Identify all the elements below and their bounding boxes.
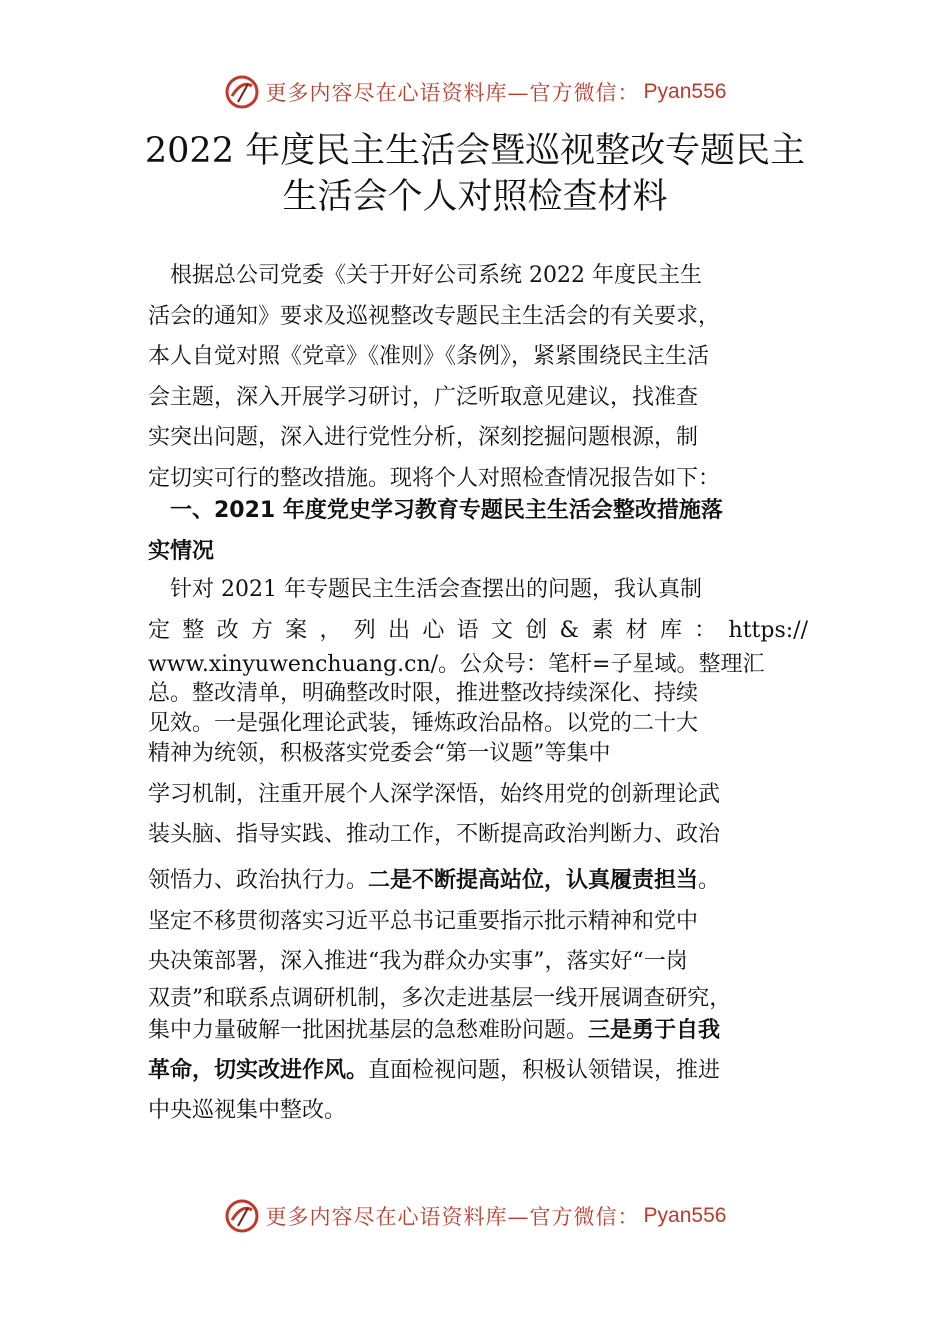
body-text: 集中力量破解一批困扰基层的急愁难盼问题。 [148,1017,589,1043]
body-line [148,1015,808,1051]
body-line: 见效。一是强化理论武装，锤炼政治品格。以党的二十大 [148,711,699,736]
body-line: 中央巡视集中整改。 [148,1098,347,1123]
footer-banner [0,1196,950,1236]
body-line: 定整改方案，列出心语文创&素材库：https:// [148,617,808,643]
intro-line: 活会的通知》要求及巡视整改专题民主生活会的有关要求， [148,303,721,329]
body-text: 。 [698,868,721,893]
title-line-2: 生活会个人对照检查材料 [282,177,668,217]
body-line: 双责”和联系点调研机制，多次走进基层一线开展调查研究， [148,985,732,1011]
banner-wechat-id: Pyan556 [643,1204,727,1227]
intro-line: 定切实可行的整改措施。现将个人对照检查情况报告如下： [148,465,721,491]
point-two-heading: 二是不断提高站位，认真履责担当 [368,868,699,893]
intro-paragraph [148,256,808,499]
body-line: 装头脑、指导实践、推动工作，不断提高政治判断力、政治 [148,822,721,847]
body-line: 精神为统领，积极落实党委会“第一议题”等集中 [148,741,611,766]
body-line [148,861,808,902]
body-text: 直面检视问题，积极认领错误，推进 [368,1057,721,1083]
body-line: 坚定不移贯彻落实习近平总书记重要指示批示精神和党中 [148,908,699,934]
body-line [148,1051,808,1092]
section-heading-line-1: 一、2021 年度党史学习教育专题民主生活会整改措施落 [148,498,723,523]
header-banner [0,72,950,112]
section-heading [148,493,808,574]
banner-text: 更多内容尽在心语资料库—官方微信： [265,1205,640,1229]
document-title [60,128,890,220]
body-line: 学习机制，注重开展个人深学深悟，始终用党的创新理论武 [148,782,721,807]
title-line-1: 2022 年度民主生活会暨巡视整改专题民主 [144,131,806,171]
body-line: 针对 2021 年专题民主生活会查摆出的问题，我认真制 [148,577,702,602]
intro-line: 根据总公司党委《关于开好公司系统 2022 年度民主生 [148,263,702,288]
intro-line: 会主题，深入开展学习研讨，广泛听取意见建议，找准查 [148,384,699,410]
body-line: 总。整改清单，明确整改时限，推进整改持续深化、持续 [148,681,699,706]
intro-line: 实突出问题，深入进行党性分析，深刻挖掘问题根源，制 [148,425,699,450]
banner-wechat-id: Pyan556 [643,80,727,103]
intro-line: 本人自觉对照《党章》《准则》《条例》，紧紧围绕民主生活 [148,344,710,369]
point-three-heading: 三是勇于自我 [588,1017,721,1043]
banner-text: 更多内容尽在心语资料库—官方微信： [265,81,640,105]
logo-icon [224,1198,260,1234]
body-line: 央决策部署，深入推进“我为群众办实事”，落实好“一岗 [148,949,688,974]
point-three-heading-cont: 革命，切实改进作风。 [148,1057,369,1083]
section-heading-line-2: 实情况 [148,538,215,564]
body-text: 领悟力、政治执行力。 [148,868,369,893]
body-line: www.xinyuwenchuang.cn/。公众号：笔杆=子星域。整理汇 [148,652,765,677]
body-paragraph [148,570,808,1132]
logo-icon [224,74,260,110]
